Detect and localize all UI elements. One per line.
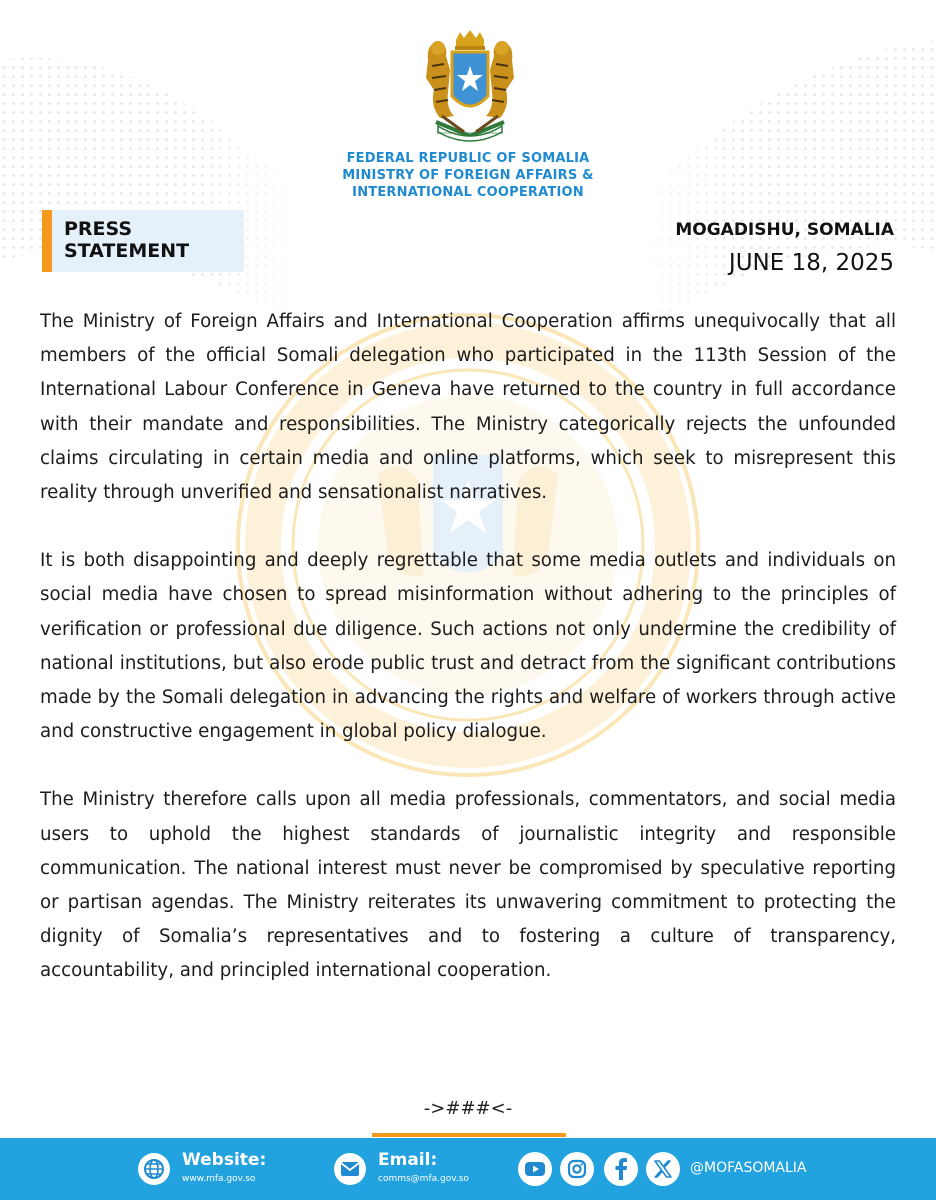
end-of-statement-mark: ->###<- bbox=[423, 1098, 513, 1119]
statement-paragraph-1: The Ministry of Foreign Affairs and International Cooperation affirms unequivocally that all members of the official Somali delegation who participated in the 113th Session of the International Labour Conference in Geneva have returned to the country in full accordance with their mandate and responsibilities. The Ministry categorically rejects the unfounded claims circulating in certain media and online platforms, which seek to misrepresent this reality through unverified and sensationalist narratives. bbox=[40, 311, 896, 504]
website-link[interactable]: www.mfa.gov.so bbox=[182, 1174, 256, 1184]
website-label: Website: bbox=[182, 1150, 267, 1170]
ministry-name-line-3: INTERNATIONAL COOPERATION bbox=[352, 185, 584, 200]
social-handle[interactable]: @MOFASOMALIA bbox=[690, 1160, 807, 1176]
statement-paragraph-3: The Ministry therefore calls upon all media professionals, commentators, and social media users to uphold the highest standards of journalistic integrity and responsible communication. The national interest must never be compromised by speculative reporting or partisan agendas. The Ministry reiterates its unwavering commitment to protecting the dignity of Somalia’s representatives and to fostering a culture of transparency, accountability, and principled international cooperation. bbox=[40, 789, 896, 982]
dateline-date: JUNE 18, 2025 bbox=[728, 250, 894, 276]
contact-footer bbox=[0, 1138, 936, 1200]
ministry-name-line-2: MINISTRY OF FOREIGN AFFAIRS & bbox=[342, 168, 594, 183]
press-label-line-2: STATEMENT bbox=[64, 240, 190, 262]
facebook-icon[interactable] bbox=[604, 1152, 638, 1186]
email-label: Email: bbox=[378, 1150, 438, 1170]
emblem-text: JAMHUURIYADDA FEDERAALKA SOOMAALIYA bbox=[436, 131, 504, 135]
press-statement-label bbox=[42, 210, 244, 272]
globe-icon bbox=[138, 1153, 170, 1185]
ministry-name-line-1: FEDERAL REPUBLIC OF SOMALIA bbox=[346, 151, 590, 166]
end-mark-underline bbox=[372, 1133, 566, 1137]
dateline-location: MOGADISHU, SOMALIA bbox=[675, 220, 894, 240]
press-label-line-1: PRESS bbox=[64, 218, 133, 240]
ministry-name-block bbox=[300, 150, 636, 201]
email-link[interactable]: comms@mfa.gov.so bbox=[378, 1174, 469, 1184]
somalia-coat-of-arms bbox=[408, 30, 532, 148]
statement-body bbox=[40, 305, 896, 1023]
youtube-icon[interactable] bbox=[518, 1152, 552, 1186]
x-icon[interactable] bbox=[646, 1152, 680, 1186]
email-icon bbox=[334, 1153, 366, 1185]
statement-paragraph-2: It is both disappointing and deeply regrettable that some media outlets and individuals on social media have chosen to spread misinformation without adhering to the principles of verification or professional due diligence. Such actions not only undermine the credibility of national institutions, but also erode public trust and detract from the significant contributions made by the Somali delegation in advancing the rights and welfare of workers through active and constructive engagement in global policy dialogue. bbox=[40, 550, 896, 743]
instagram-icon[interactable] bbox=[560, 1152, 594, 1186]
